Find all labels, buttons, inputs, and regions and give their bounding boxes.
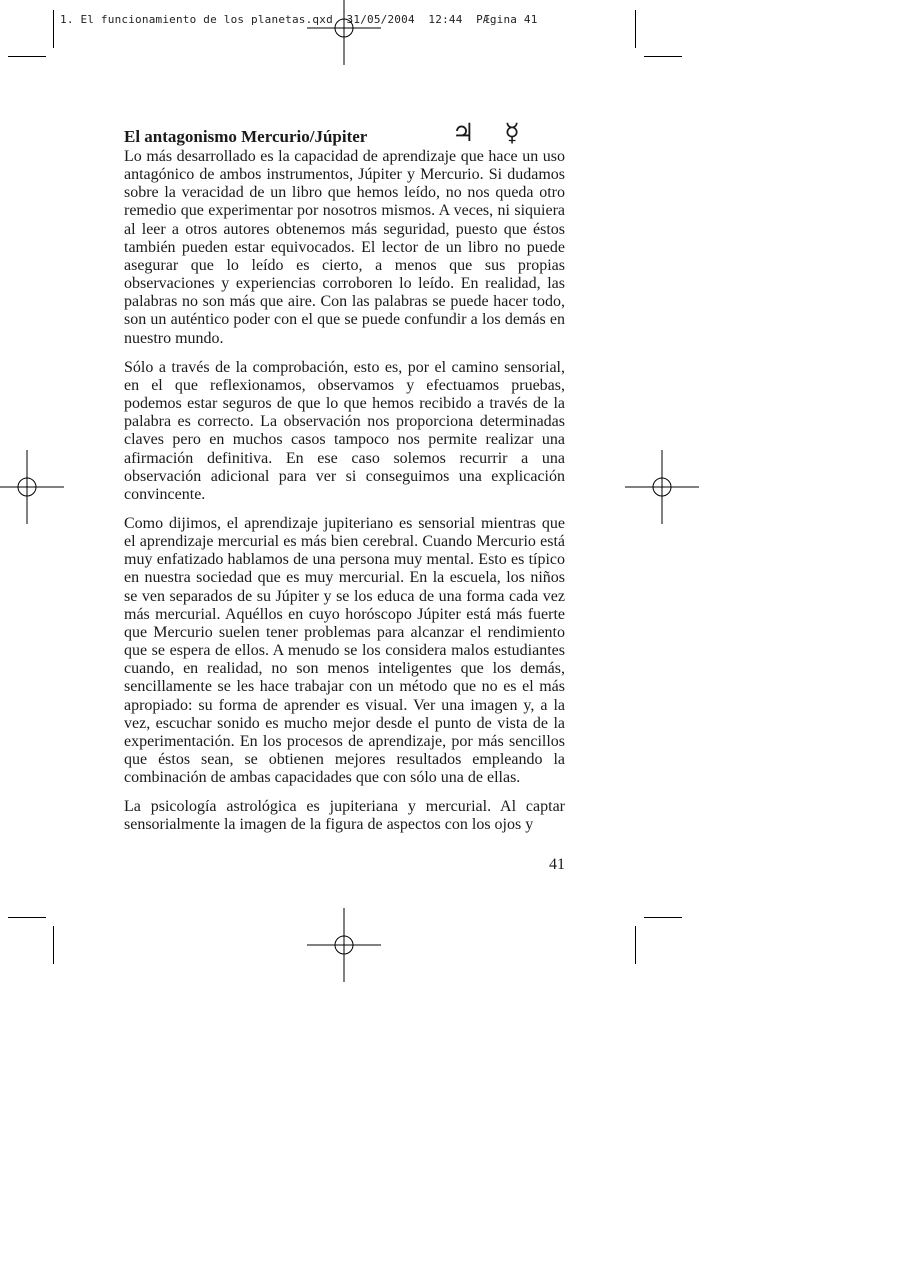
crop-mark	[8, 917, 46, 918]
crop-mark	[644, 56, 682, 57]
paragraph: Lo más desarrollado es la capacidad de aprendizaje que hace un uso antagónico de ambos instrumentos, Júpiter y Mercurio. Si dudamos sobre la veracidad de un libro que hemos leído, no nos queda otro remedio que experimentar por nosotros mismos. A veces, ni siquiera al leer a otros autores obtenemos más seguridad, puesto que éstos también pueden estar equivocados. El lector de un libro no puede asegurar que lo leído es cierto, a menos que sus propias observaciones y experiencias corroboren lo leído. En realidad, las palabras no son más que aire. Con las palabras se puede hacer todo, son un auténtico poder con el que se puede confundir a los demás en nuestro mundo.	[124, 148, 565, 347]
crop-mark	[53, 10, 54, 48]
crop-mark	[635, 10, 636, 48]
paragraph: Como dijimos, el aprendizaje jupiteriano es sensorial mientras que el aprendizaje mercurial es más bien cerebral. Cuando Mercurio está muy enfatizado hablamos de una persona muy mental. Esto es típico en nuestra sociedad que es muy mercurial. En la escuela, los niños se ven separados de su Júpiter y se los educa de una forma cada vez más mercurial. Aquéllos en cuyo horóscopo Júpiter está más fuerte que Mercurio suelen tener problemas para alcanzar el rendimiento que se espera de ellos. A menudo se los considera malos estudiantes cuando, en realidad, no son menos inteligentes que los demás, sencillamente se les hace trabajar con un método que no es el más apropiado: su forma de aprender es visual. Ver una imagen y, a la vez, escuchar sonido es mucho mejor desde el punto de vista de la experimentación. En los procesos de aprendizaje, por más sencillos que éstos sean, se obtienen mejores resultados empleando la combinación de ambas capacidades que con sólo una de ellas.	[124, 514, 565, 787]
planet-symbols-icon: ♃ ☿	[452, 118, 531, 147]
registration-mark-icon	[625, 450, 699, 524]
registration-mark-icon	[307, 0, 381, 65]
crop-mark	[644, 917, 682, 918]
crop-mark	[635, 926, 636, 964]
paragraph: Sólo a través de la comprobación, esto es, por el camino sensorial, en el que reflexionamos, observamos y efectuamos pruebas, podemos estar seguros de que lo que hemos recibido a través de la palabra es correcto. La observación nos proporciona determinadas claves pero en muchos casos tampoco nos permite realizar una afirmación definitiva. En ese caso solemos recurrir a una observación adicional para ver si conseguimos una explicación convincente.	[124, 358, 565, 503]
registration-mark-icon	[0, 450, 64, 524]
paragraph: La psicología astrológica es jupiteriana y mercurial. Al captar sensorialmente la imagen de la figura de aspectos con los ojos y	[124, 798, 565, 834]
registration-mark-icon	[307, 908, 381, 982]
crop-mark	[53, 926, 54, 964]
crop-mark	[8, 56, 46, 57]
page-number: 41	[549, 856, 565, 873]
print-slug: 1. El funcionamiento de los planetas.qxd 31/05/2004 12:44 PÆgina 41	[60, 13, 538, 26]
body-text	[124, 148, 565, 846]
section-title: El antagonismo Mercurio/Júpiter	[124, 127, 368, 146]
